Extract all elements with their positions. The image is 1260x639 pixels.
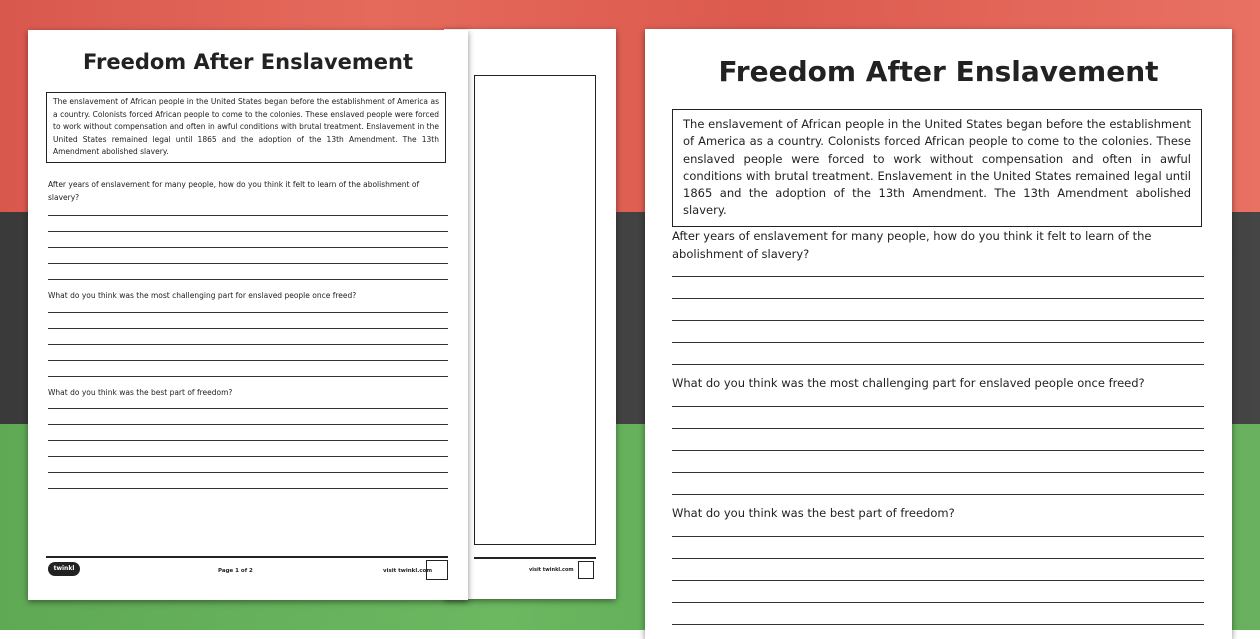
- answer-line: [672, 320, 1204, 321]
- intro-text-box: The enslavement of African people in the United States began before the establishment of America as a country. Colonists forced African people to come to the colonies. These enslaved people were forced to work without compensation and often in awful conditions with brutal treatment. Enslavement in the United States remained legal until 1865 and the adoption of the 13th Amendment. The 13th Amendment abolished slavery.: [672, 109, 1202, 227]
- worksheet-page-1-preview: [28, 30, 468, 600]
- answer-line: [48, 376, 448, 377]
- answer-line: [48, 279, 448, 280]
- answer-line: [48, 247, 448, 248]
- footer-divider: [46, 556, 448, 558]
- question-1: After years of enslavement for many people, how do you think it felt to learn of the abolishment of slavery?: [672, 229, 1152, 261]
- answer-line: [672, 472, 1204, 473]
- answer-line: [672, 298, 1204, 299]
- intro-text-box: The enslavement of African people in the United States began before the establishment of America as a country. Colonists forced African people to come to the colonies. These enslaved people were forced to work without compensation and often in awful conditions with brutal treatment. Enslavement in the United States remained legal until 1865 and the adoption of the 13th Amendment. The 13th Amendment abolished slavery.: [46, 92, 446, 163]
- answer-line: [48, 456, 448, 457]
- answer-line: [48, 344, 448, 345]
- answer-line: [48, 472, 448, 473]
- answer-line: [672, 602, 1204, 603]
- answer-line: [48, 215, 448, 216]
- question-1: After years of enslavement for many people, how do you think it felt to learn of the abolishment of slavery?: [48, 180, 420, 202]
- footer-url: visit twinkl.com: [383, 568, 433, 574]
- answer-line: [672, 536, 1204, 537]
- answer-line: [672, 276, 1204, 277]
- question-3: What do you think was the best part of freedom?: [672, 506, 955, 520]
- answer-line: [48, 408, 448, 409]
- twinkl-logo-icon: twinkl: [48, 562, 80, 576]
- question-2: What do you think was the most challenging part for enslaved people once freed?: [48, 291, 357, 300]
- quality-badge-icon: [426, 560, 448, 580]
- worksheet-page-2-preview: [444, 29, 616, 599]
- answer-line: [672, 364, 1204, 365]
- answer-line: [48, 440, 448, 441]
- answer-line: [48, 360, 448, 361]
- footer-divider: [474, 557, 596, 559]
- answer-line: [48, 231, 448, 232]
- answer-line: [672, 624, 1204, 625]
- question-3: What do you think was the best part of freedom?: [48, 388, 233, 397]
- answer-line: [48, 488, 448, 489]
- answer-line: [672, 494, 1204, 495]
- quality-badge-icon: [578, 561, 594, 579]
- page-number: Page 1 of 2: [218, 568, 253, 574]
- footer-url: visit twinkl.com: [529, 567, 574, 573]
- answer-line: [672, 580, 1204, 581]
- answer-line: [672, 558, 1204, 559]
- question-2: What do you think was the most challenging part for enslaved people once freed?: [672, 376, 1145, 390]
- answer-line: [48, 424, 448, 425]
- answer-line: [48, 312, 448, 313]
- answer-line: [672, 450, 1204, 451]
- answer-line: [48, 328, 448, 329]
- answer-line: [672, 428, 1204, 429]
- page-title: Freedom After Enslavement: [718, 55, 1159, 88]
- drawing-frame: [474, 75, 596, 545]
- answer-line: [48, 263, 448, 264]
- worksheet-zoomed-view: [645, 29, 1232, 639]
- answer-line: [672, 406, 1204, 407]
- page-title: Freedom After Enslavement: [82, 50, 414, 74]
- answer-line: [672, 342, 1204, 343]
